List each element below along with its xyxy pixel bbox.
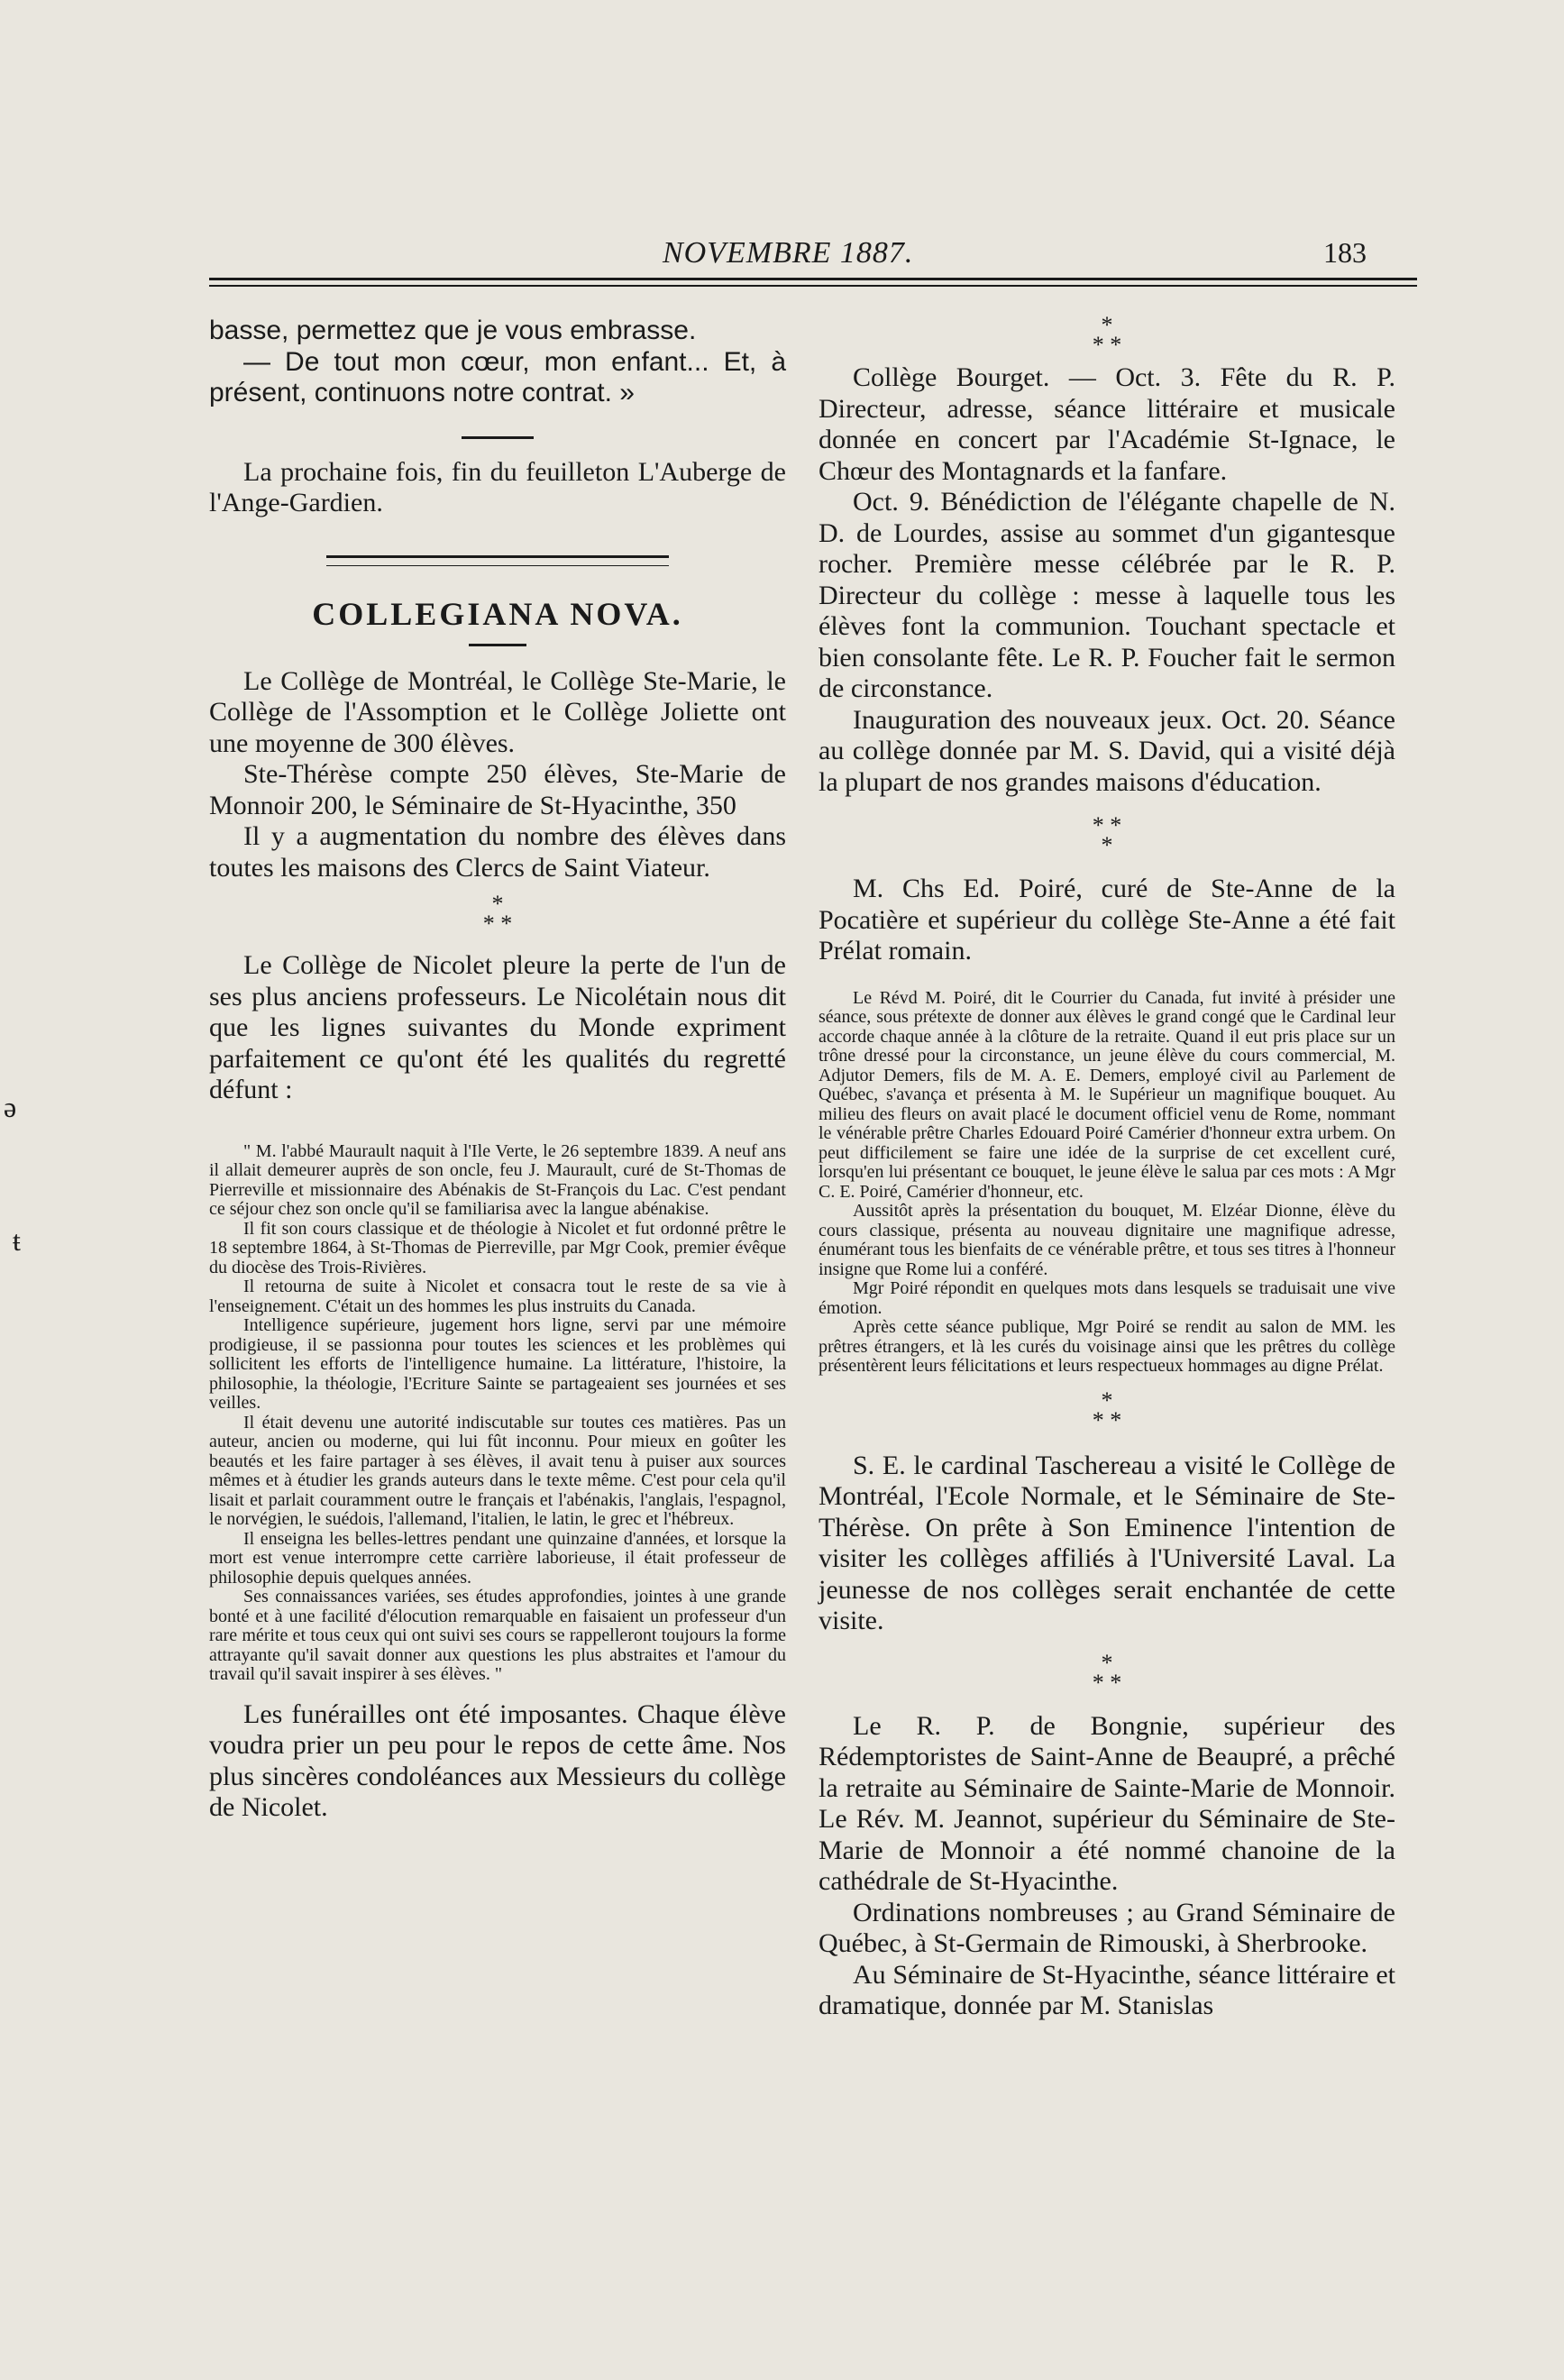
quote-paragraph: Aussitôt après la présentation du bouquet, M. Elzéar Dionne, élève du cours classique, présenta au nouveau dignitaire une magnifique adresse, énumérant tous les bienfaits de ce vénérable prêtre, et tous ses titres à l'honneur insigne que Rome lui a conféré.	[819, 1201, 1395, 1279]
obituary-quote	[209, 1142, 786, 1685]
quote-paragraph: Il fit son cours classique et de théologie à Nicolet et fut ordonné prêtre le 18 septembre 1864, à St-Thomas de Pierreville, par Mgr Cook, premier évêque du diocèse des Trois-Rivières.	[209, 1218, 786, 1277]
paragraph: — De tout mon cœur, mon enfant... Et, à présent, continuons notre contrat. »	[209, 346, 786, 407]
separator	[462, 436, 534, 439]
paragraph: Inauguration des nouveaux jeux. Oct. 20. Séance au collège donnée par M. S. David, qui a visité déjà la plupart de nos grandes maisons d'éducation.	[819, 704, 1395, 797]
right-column	[819, 312, 1395, 2022]
paragraph: Ordinations nombreuses ; au Grand Séminaire de Québec, à St-Germain de Rimouski, à Sherbrooke.	[819, 1897, 1395, 1958]
asterism: * *	[1092, 332, 1122, 358]
quote-paragraph: Mgr Poiré répondit en quelques mots dans lesquels se traduisait une vive émotion.	[819, 1278, 1395, 1318]
header-rule-top	[209, 278, 1417, 280]
paragraph: Il y a augmentation du nombre des élèves dans toutes les maisons des Clercs de Saint Viateur.	[209, 821, 786, 883]
section-heading: COLLEGIANA NOVA.	[312, 595, 683, 632]
quote-paragraph: Il enseigna les belles-lettres pendant une quinzaine d'années, et lorsque la mort est venue interrompre cette carrière laborieuse, il était professeur de philosophie depuis quelques années.	[209, 1528, 786, 1588]
asterism: * *	[1092, 1406, 1122, 1433]
quote-paragraph: Ses connaissances variées, ses études approfondies, jointes à une grande bonté et à une facilité d'élocution remarquable en faisaient un professeur d'un rare mérite et tous ceux qui ont suivi ses cours se rappelleront toujours la forme attrayante qu'il savait donner aux questions les plus abstraites et l'amour du travail qu'il savait inspirer à ses élèves. "	[209, 1587, 786, 1684]
courrier-quote	[819, 989, 1395, 1377]
separator	[469, 644, 526, 646]
quote-paragraph: " M. l'abbé Maurault naquit à l'Ile Verte, le 26 septembre 1839. A neuf ans il allait demeurer auprès de son oncle, feu J. Maurault, curé de St-Thomas de Pierreville et missionnaire des Abénakis de St-François du Lac. C'est pendant ce séjour chez son oncle qu'il se familiarisa avec la langue abénakise.	[209, 1140, 786, 1219]
quote-paragraph: Le Révd M. Poiré, dit le Courrier du Canada, fut invité à présider une séance, sous prétexte de donner aux élèves le grand congé que le Cardinal leur accorde chaque année à la clôture de la retraite. Quand il eut pris place sur un trône dressé pour la circonstance, un jeune élève du cours commercial, M. Adjutor Demers, fils de M. A. E. Demers, employé civil au Parlement de Québec, s'avança et présenta à M. le Supérieur un magnifique bouquet. Au milieu des fleurs on avait placé le document officiel venu de Rome, nommant le vénérable prêtre Charles Edouard Poiré Camérier d'honneur extra urbem. On peut difficilement se faire une idée de la surprise de cet excellent curé, lorsqu'en lui présentant ce bouquet, le jeune élève le salua par ces mots : A Mgr C. E. Poiré, Camérier d'honneur, etc.	[819, 987, 1395, 1202]
quote-paragraph: Après cette séance publique, Mgr Poiré se rendit au salon de MM. les prêtres étrangers, et là les curés du voisinage ainsi que les prêtres du collège présentèrent leurs félicitations et leurs respectueux hommages au digne Prélat.	[819, 1317, 1395, 1376]
ornament-rule	[326, 555, 669, 566]
quote-paragraph: Il était devenu une autorité indiscutable sur toutes ces matières. Pas un auteur, ancien ou moderne, qui lui fût inconnu. Pour mieux en goûter les beautés et les faire partager à ses élèves, il avait tenu à puiser aux sources mêmes et à étudier les grands auteurs dans le texte même. C'est pour cela qu'il lisait et parlait couramment outre le français et l'abénakis, l'anglais, l'espagnol, le norvégien, le suédois, l'allemand, l'italien, le latin, le grec et l'hébreux.	[209, 1412, 786, 1529]
paragraph: Le Collège de Nicolet pleure la perte de l'un de ses plus anciens professeurs. Le Nicolétain nous dit que les lignes suivantes du Monde expriment parfaitement ce qu'ont été les qualités du regretté défunt :	[209, 950, 786, 1104]
asterism: *	[1101, 1387, 1113, 1414]
page-number: 183	[1323, 236, 1367, 269]
header-rule-bottom	[209, 285, 1417, 287]
quote-paragraph: Intelligence supérieure, jugement hors ligne, servi par une mémoire prodigieuse, il se passionna pour toutes les sciences et les problèmes qui sollicitent les efforts de l'intelligence humaine. La littérature, l'histoire, la philosophie, la théologie, l'Ecriture Sainte se partageaient ses journées et ses veilles.	[209, 1315, 786, 1413]
paragraph: Au Séminaire de St-Hyacinthe, séance littéraire et dramatique, donnée par M. Stanislas	[819, 1959, 1395, 2020]
paragraph: Oct. 9. Bénédiction de l'élégante chapelle de N. D. de Lourdes, assise au sommet d'un gigantesque rocher. Première messe célébrée par le R. P. Directeur du collège : messe à laquelle tous les élèves font la communion. Touchant spectacle et bien consolante fête. Le R. P. Foucher fait le sermon de circonstance.	[819, 487, 1395, 703]
paragraph: Collège Bourget. — Oct. 3. Fête du R. P. Directeur, adresse, séance littéraire et musicale donnée en concert par l'Académie St-Ignace, le Chœur des Montagnards et la fanfare.	[819, 362, 1395, 486]
paragraph: M. Chs Ed. Poiré, curé de Ste-Anne de la Pocatière et supérieur du collège Ste-Anne a été fait Prélat romain.	[819, 874, 1395, 966]
margin-mark: ŧ	[13, 1224, 21, 1257]
left-column	[209, 316, 786, 1824]
paragraph: S. E. le cardinal Taschereau a visité le Collège de Montréal, l'Ecole Normale, et le Séminaire de Ste-Thérèse. On prête à Son Eminence l'intention de visiter les collèges affiliés à l'Université Laval. La jeunesse de nos collèges serait enchantée de cette visite.	[819, 1450, 1395, 1635]
paragraph: Ste-Thérèse compte 250 élèves, Ste-Marie de Monnoir 200, le Séminaire de St-Hyacinthe, 350	[209, 759, 786, 820]
paragraph: Le R. P. de Bongnie, supérieur des Rédemptoristes de Saint-Anne de Beaupré, a prêché la retraite au Séminaire de Sainte-Marie de Monnoir. Le Rév. M. Jeannot, supérieur du Séminaire de Ste-Marie de Monnoir a été nommé chanoine de la cathédrale de St-Hyacinthe.	[819, 1710, 1395, 1896]
paragraph: basse, permettez que je vous embrasse.	[209, 316, 697, 345]
quote-paragraph: Il retourna de suite à Nicolet et consacra tout le reste de sa vie à l'enseignement. C'était un des hommes les plus instruits du Canada.	[209, 1277, 786, 1316]
asterism: * *	[1092, 812, 1122, 838]
paragraph: Le Collège de Montréal, le Collège Ste-Marie, le Collège de l'Assomption et le Collège Joliette ont une moyenne de 300 élèves.	[209, 665, 786, 758]
asterism: * *	[1092, 1669, 1122, 1696]
paragraph: Les funérailles ont été imposantes. Chaque élève voudra prier un peu pour le repos de cette âme. Nos plus sincères condoléances aux Messieurs du collège de Nicolet.	[209, 1698, 786, 1822]
running-header: NOVEMBRE 1887.	[663, 236, 914, 270]
asterism: *	[1101, 832, 1113, 858]
feuilleton-note: La prochaine fois, fin du feuilleton L'Auberge de l'Ange-Gardien.	[209, 456, 786, 517]
asterism: *	[491, 891, 504, 917]
margin-mark: ǝ	[4, 1091, 17, 1123]
asterism: * *	[482, 911, 513, 937]
asterism: *	[1101, 312, 1113, 338]
asterism: *	[1101, 1649, 1113, 1676]
